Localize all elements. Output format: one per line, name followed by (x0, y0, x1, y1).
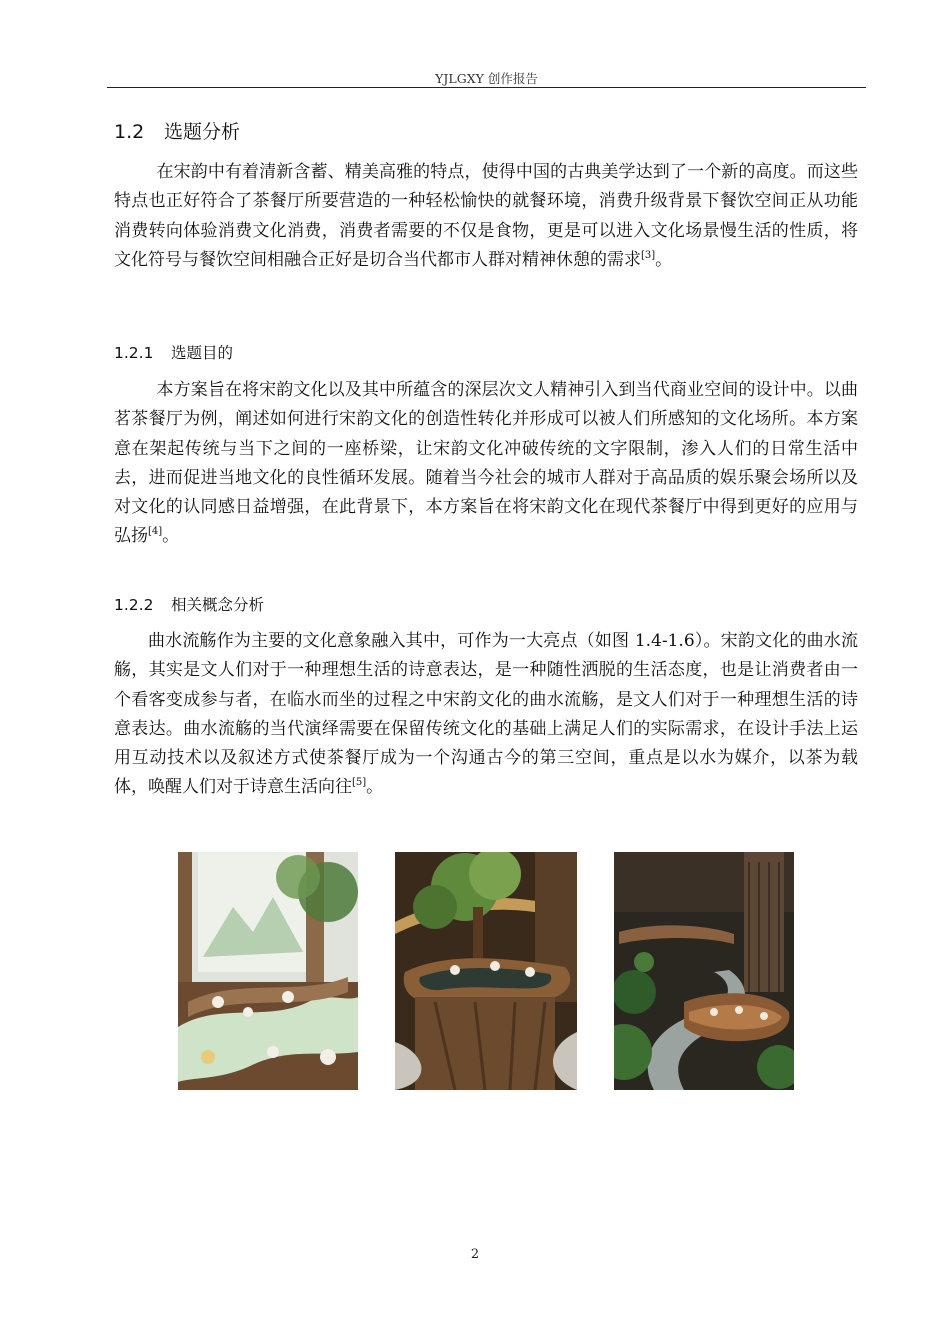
header-rule (107, 87, 866, 88)
subsection-heading-2 (114, 594, 264, 616)
citation-5: [5] (352, 777, 367, 789)
teahouse-interior-photo-2 (395, 852, 577, 1090)
figure-row (0, 852, 950, 1090)
section-paragraph-text: 在宋韵中有着清新含蓄、精美高雅的特点，使得中国的古典美学达到了一个新的高度。而这些特点也正好符合了茶餐厅所要营造的一种轻松愉快的就餐环境，消费升级背景下餐饮空间正从功能消费转向体验消费文化消费，消费者需要的不仅是食物，更是可以进入文化场景慢生活的性质，将文化符号与餐饮空间相融合正好是切合当代都市人群对精神休憩的需求 (114, 162, 858, 270)
running-header: YJLGXY 创作报告 (435, 71, 538, 86)
subsection-paragraph-2-end: 。 (366, 777, 384, 798)
teahouse-interior-photo-1 (178, 852, 358, 1090)
page-number: 2 (470, 1247, 480, 1262)
subsection-paragraph-2-text: 曲水流觞作为主要的文化意象融入其中，可作为一大亮点（如图 1.4-1.6）。宋韵文化的曲水流觞，其实是文人们对于一种理想生活的诗意表达，是一种随性洒脱的生活态度，也是让消费者由一个看客变成参与者，在临水而坐的过程之中宋韵文化的曲水流觞，是文人们对于一种理想生活的诗意表达。曲水流觞的当代演绎需要在保留传统文化的基础上满足人们的实际需求，在设计手法上运用互动技术以及叙述方式使茶餐厅成为一个沟通古今的第三空间，重点是以水为媒介，以茶为载体，唤醒人们对于诗意生活向往 (114, 631, 858, 798)
section-heading (114, 119, 240, 145)
subsection-number-1: 1.2.1 (114, 344, 154, 362)
subsection-heading-1 (114, 342, 233, 364)
subsection-paragraph-2 (114, 627, 858, 803)
section-number: 1.2 (114, 121, 145, 143)
citation-4: [4] (148, 526, 163, 538)
subsection-title-1: 选题目的 (171, 344, 234, 362)
subsection-paragraph-1-end: 。 (162, 526, 180, 547)
section-title: 选题分析 (164, 121, 241, 143)
teahouse-interior-photo-3 (614, 852, 794, 1090)
figure-photo-1 (178, 852, 358, 1090)
section-paragraph (114, 158, 858, 275)
subsection-title-2: 相关概念分析 (171, 596, 265, 614)
subsection-paragraph-1 (114, 376, 858, 552)
subsection-number-2: 1.2.2 (114, 596, 154, 614)
figure-photo-3 (614, 852, 794, 1090)
subsection-paragraph-1-text: 本方案旨在将宋韵文化以及其中所蕴含的深层次文人精神引入到当代商业空间的设计中。以曲茗茶餐厅为例，阐述如何进行宋韵文化的创造性转化并形成可以被人们所感知的文化场所。本方案意在架起传统与当下之间的一座桥梁，让宋韵文化冲破传统的文字限制，渗入人们的日常生活中去，进而促进当地文化的良性循环发展。随着当今社会的城市人群对于高品质的娱乐聚会场所以及对文化的认同感日益增强，在此背景下，本方案旨在将宋韵文化在现代茶餐厅中得到更好的应用与弘扬 (114, 380, 858, 547)
citation-3: [3] (641, 249, 656, 261)
figure-photo-2 (395, 852, 577, 1090)
section-paragraph-end: 。 (655, 249, 673, 270)
